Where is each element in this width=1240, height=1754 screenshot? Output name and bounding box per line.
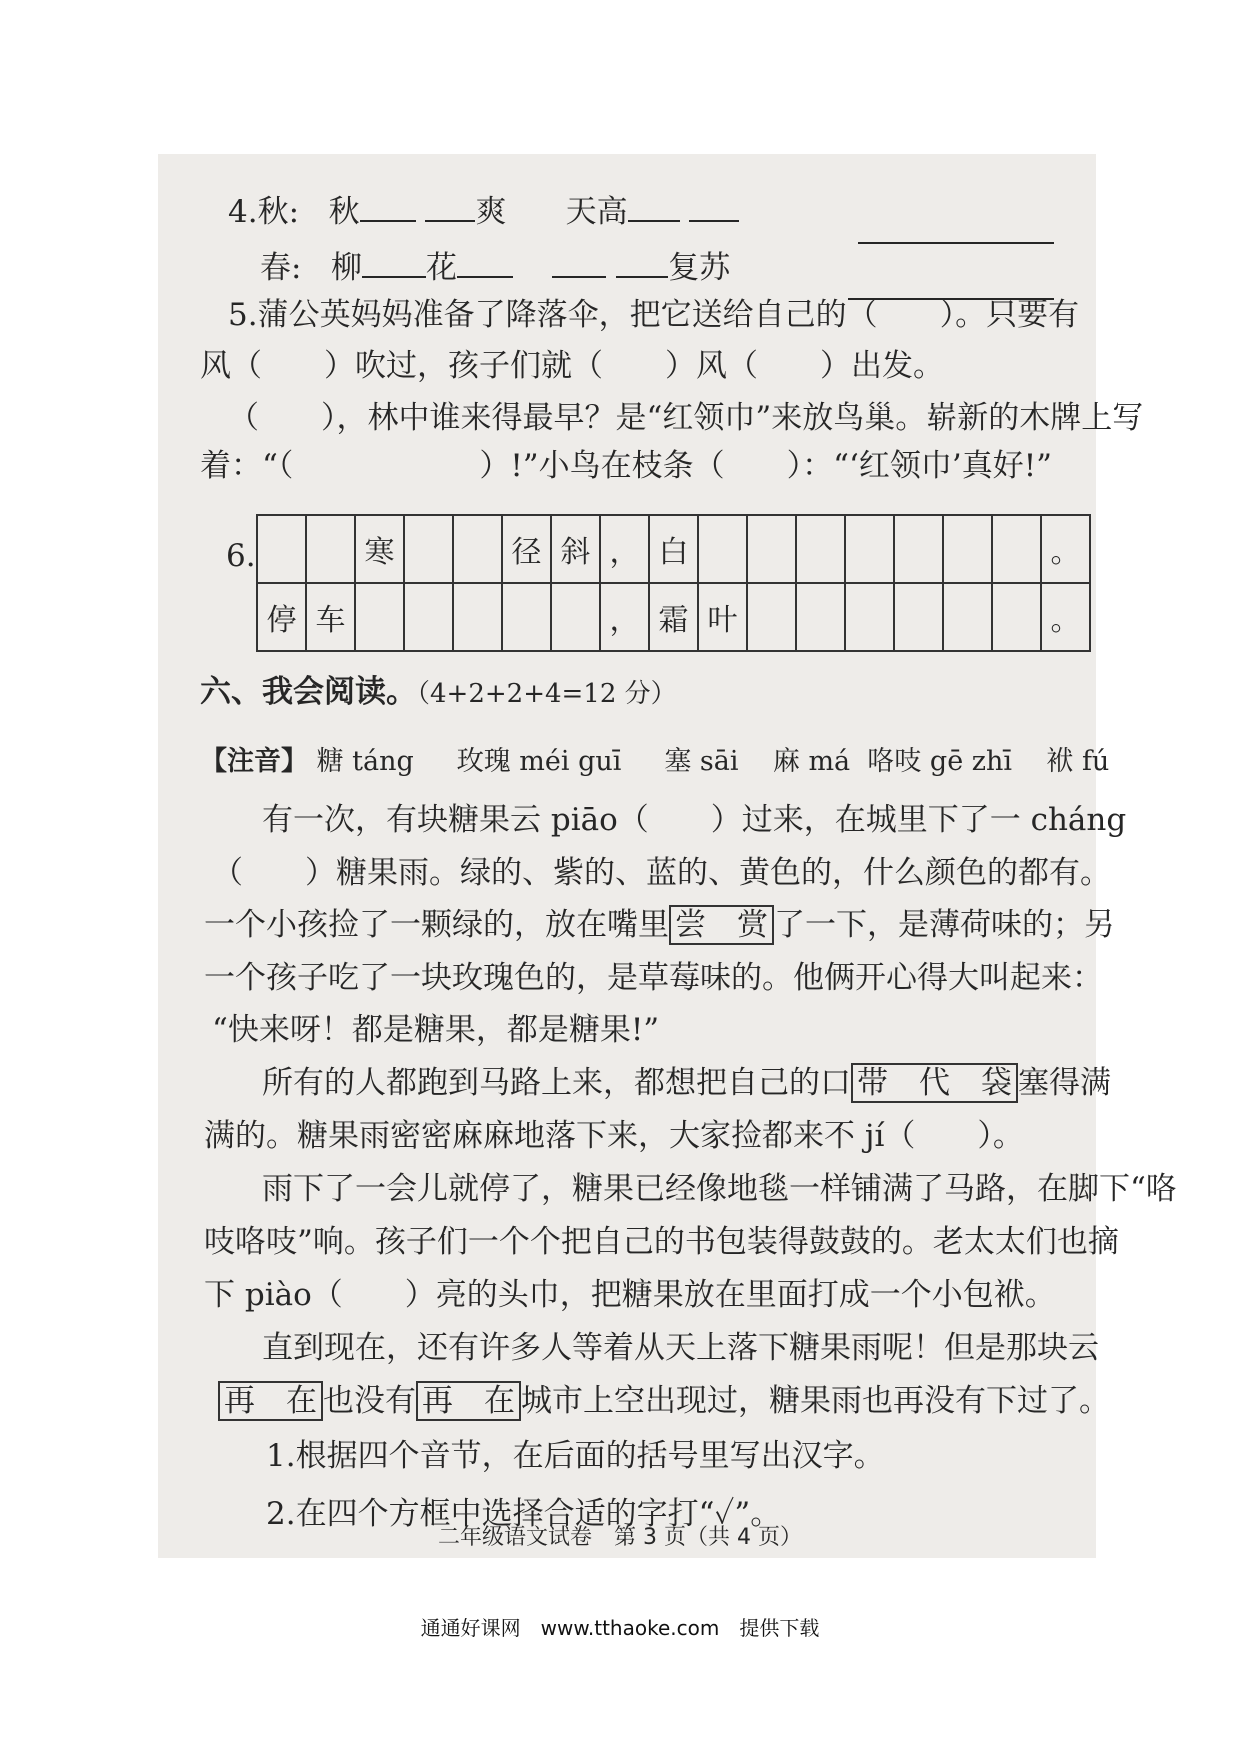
q6-poem-grid: [256, 514, 1091, 652]
grid-cell: 寒: [355, 515, 404, 583]
blank: [425, 192, 475, 222]
choice-box[interactable]: 再 在: [416, 1381, 521, 1421]
question-2: 2.在四个方框中选择合适的字打“✓”。: [266, 1496, 782, 1532]
q4-spring-label: 春:: [260, 250, 302, 286]
passage-line: 一个孩子吃了一块玫瑰色的，是草莓味的。他俩开心得大叫起来：: [204, 960, 1103, 996]
choice-box[interactable]: 带 代 袋: [851, 1063, 1018, 1103]
phonetic-item: 袱 fú: [1046, 746, 1110, 777]
passage-line: 吱咯吱”响。孩子们一个个把自己的书包装得鼓鼓的。老太太们也摘: [204, 1224, 1119, 1260]
q4-spring-word2: 花: [426, 250, 458, 286]
grid-cell: [894, 583, 943, 651]
blank: [858, 214, 1054, 244]
grid-cell: 。: [1041, 515, 1090, 583]
grid-cell: 叶: [698, 583, 747, 651]
grid-cell: [894, 515, 943, 583]
grid-cell: 斜: [551, 515, 600, 583]
blank: [552, 248, 606, 278]
text: 了一下，是薄荷味的；另: [774, 907, 1115, 943]
page-footer: 二年级语文试卷 第 3 页（共 4 页）: [438, 1525, 802, 1550]
q4-spring-line: [260, 248, 730, 288]
grid-cell: ，: [600, 583, 649, 651]
grid-cell: [355, 583, 404, 651]
passage-line: [262, 1063, 1111, 1103]
grid-cell: [404, 515, 453, 583]
phonetic-label: 【注音】: [200, 746, 308, 777]
q4-spring-word3: 复苏: [668, 250, 731, 286]
phonetic-item: 塞 sāi: [664, 746, 739, 777]
choice-box[interactable]: 再 在: [218, 1381, 323, 1421]
passage-line: [204, 905, 1115, 945]
passage-line: （ ）糖果雨。绿的、紫的、蓝的、黄色的，什么颜色的都有。: [212, 855, 1111, 891]
text: 所有的人都跑到马路上来，都想把自己的口: [262, 1065, 851, 1101]
grid-cell: [306, 515, 355, 583]
grid-cell: 停: [257, 583, 306, 651]
grid-cell: ，: [600, 515, 649, 583]
q5-line-3: （ ），林中谁来得最早？是“红领巾”来放鸟巢。崭新的木牌上写: [228, 400, 1144, 436]
blank: [360, 192, 416, 222]
section-score: （4+2+2+4=12 分）: [417, 679, 677, 709]
phonetic-item: 咯吱 gē zhī: [867, 746, 1013, 777]
grid-cell: [845, 515, 894, 583]
q5-line-2: 风（ ）吹过，孩子们就（ ）风（ ）出发。: [200, 348, 944, 384]
passage-line: 雨下了一会儿就停了，糖果已经像地毯一样铺满了马路，在脚下“咯: [262, 1171, 1177, 1207]
grid-cell: 径: [502, 515, 551, 583]
q4-autumn-word1: 秋: [328, 194, 360, 230]
question-1: 1.根据四个音节，在后面的括号里写出汉字。: [266, 1438, 885, 1474]
choice-box[interactable]: 尝 赏: [669, 905, 774, 945]
grid-cell: [992, 515, 1041, 583]
phonetic-item: 麻 má: [772, 746, 851, 777]
grid-cell: [943, 583, 992, 651]
passage-line: [218, 1381, 1110, 1421]
grid-cell: [796, 583, 845, 651]
section-title: 六、我会阅读。: [200, 674, 417, 710]
grid-cell: 。: [1041, 583, 1090, 651]
text: 塞得满: [1018, 1065, 1111, 1101]
grid-cell: [992, 583, 1041, 651]
passage-line: 直到现在，还有许多人等着从天上落下糖果雨呢！但是那块云: [262, 1330, 1099, 1366]
section-6-heading: [200, 672, 677, 714]
text: 城市上空出现过，糖果雨也再没有下过了。: [521, 1383, 1110, 1419]
blank: [457, 248, 513, 278]
passage-line: 下 piào（ ）亮的头巾，把糖果放在里面打成一个小包袱。: [204, 1277, 1056, 1313]
text: 一个小孩捡了一颗绿的，放在嘴里: [204, 907, 669, 943]
grid-cell: [551, 583, 600, 651]
phonetic-line: [200, 742, 1109, 782]
q5-line-4: 着：“（ ）!”小鸟在枝条（ ）：“‘红领巾’真好!”: [200, 448, 1053, 484]
grid-cell: 白: [649, 515, 698, 583]
blank: [689, 192, 739, 222]
download-credit: 通通好课网 www.tthaoke.com 提供下载: [420, 1616, 820, 1640]
grid-cell: [943, 515, 992, 583]
grid-cell: [257, 515, 306, 583]
phonetic-item: 玫瑰 méi guī: [456, 746, 622, 777]
q6-label: 6.: [226, 538, 256, 574]
text: 也没有: [323, 1383, 416, 1419]
q4-autumn-word3: 天高: [565, 194, 628, 230]
grid-cell: [845, 583, 894, 651]
grid-cell: [747, 583, 796, 651]
grid-cell: [453, 583, 502, 651]
q4-spring-word1: 柳: [331, 250, 363, 286]
passage-line: 满的。糖果雨密密麻麻地落下来，大家捡都来不 jí（ ）。: [204, 1118, 1024, 1154]
passage-line: 有一次，有块糖果云 piāo（ ）过来，在城里下了一 cháng: [262, 802, 1127, 838]
grid-cell: [404, 583, 453, 651]
grid-cell: [747, 515, 796, 583]
blank: [628, 192, 680, 222]
passage-line: “快来呀！都是糖果，都是糖果!”: [212, 1012, 660, 1048]
q4-label: 4.秋:: [228, 194, 300, 230]
q4-autumn-word2: 爽: [475, 194, 507, 230]
grid-cell: [796, 515, 845, 583]
q4-autumn-line: [228, 192, 739, 232]
grid-cell: 车: [306, 583, 355, 651]
blank: [362, 248, 426, 278]
grid-cell: [453, 515, 502, 583]
grid-cell: [502, 583, 551, 651]
blank: [616, 248, 668, 278]
q5-line-1: 5.蒲公英妈妈准备了降落伞，把它送给自己的（ ）。只要有: [228, 297, 1080, 333]
grid-cell: 霜: [649, 583, 698, 651]
grid-cell: [698, 515, 747, 583]
phonetic-item: 糖 táng: [316, 746, 414, 777]
